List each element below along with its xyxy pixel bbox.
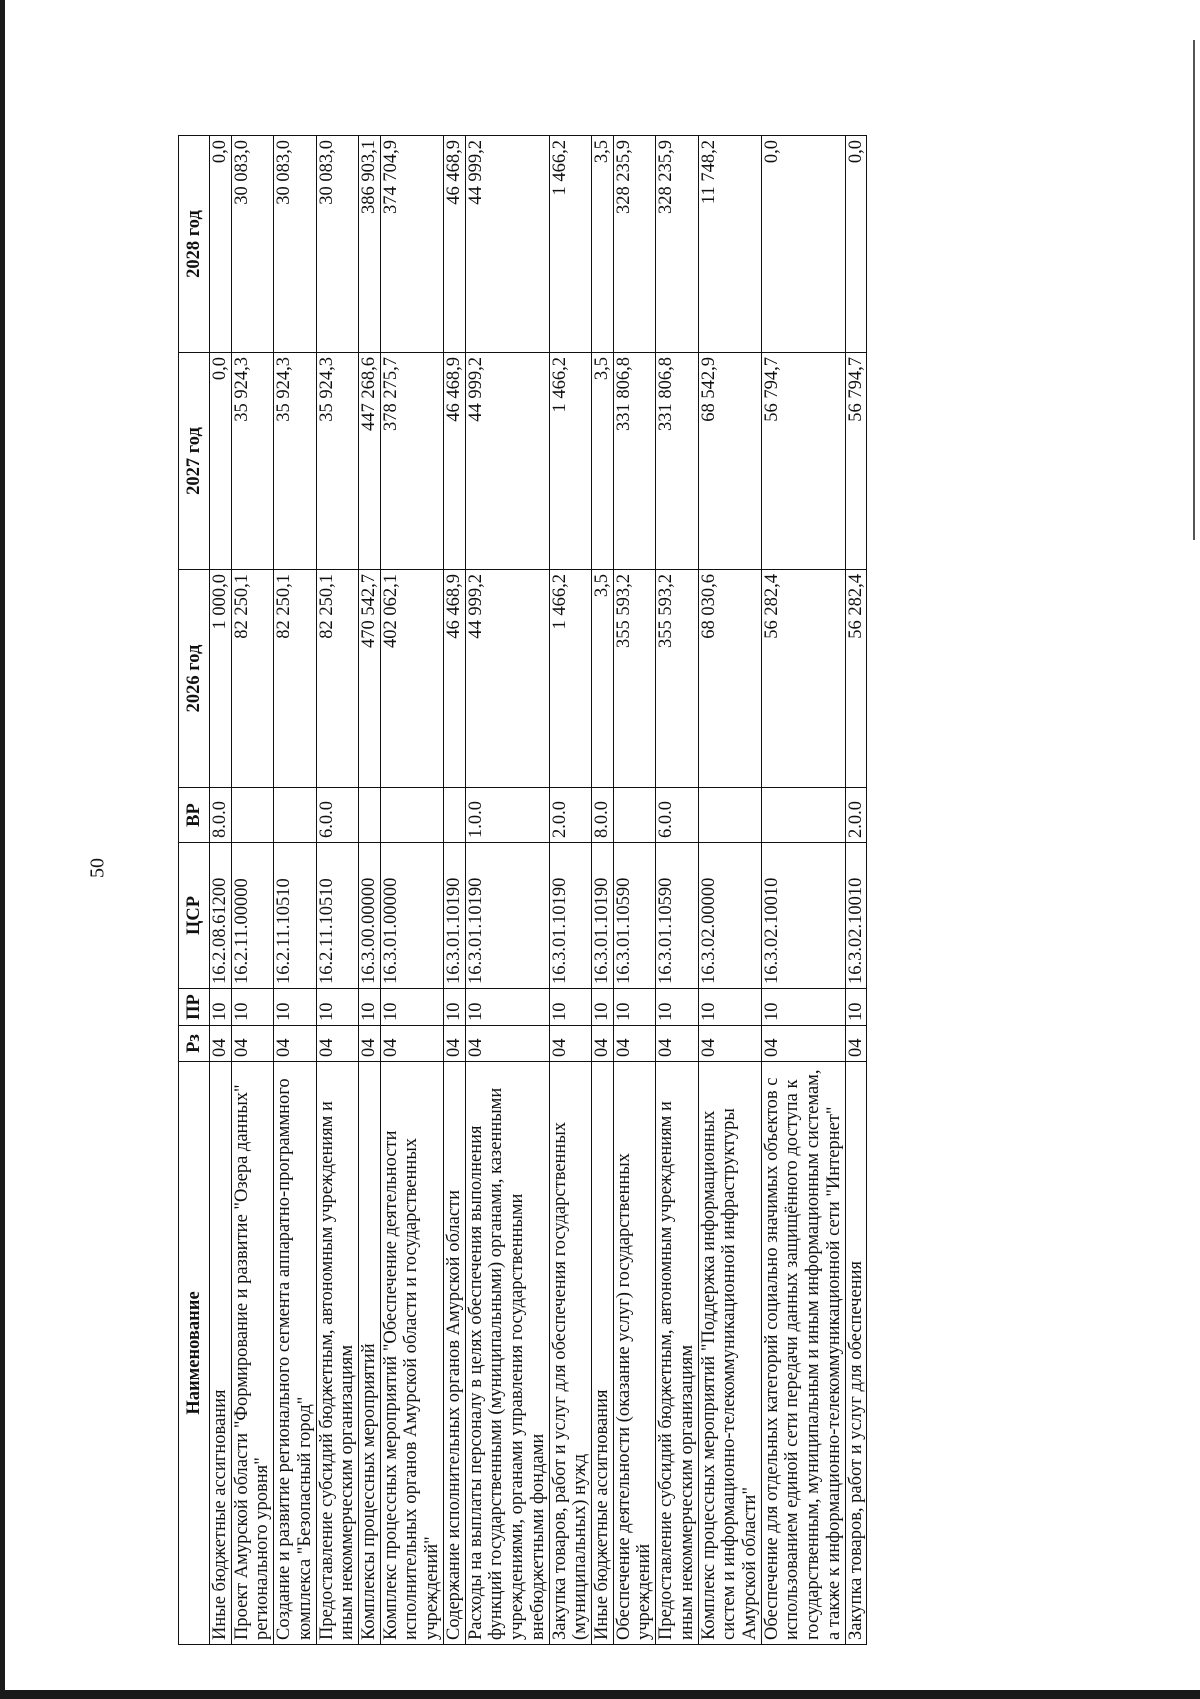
cell-2028: 30 083,0 <box>316 136 358 353</box>
cell-name: Предоставление субсидий бюджетным, автономным учреждениям и иным некоммерческим организациям <box>316 1062 358 1645</box>
cell-2027: 378 275,7 <box>380 353 443 570</box>
cell-rz: 04 <box>210 1026 232 1062</box>
cell-2027: 35 924,3 <box>274 353 316 570</box>
cell-2028: 0,0 <box>845 136 867 353</box>
cell-vr <box>231 788 273 843</box>
cell-pr: 10 <box>210 989 232 1026</box>
cell-name: Расходы на выплаты персоналу в целях обеспечения выполнения функций государственными (муниципальными) органами, казенными учреждениями, органами управления государственными внебюджетными фондами <box>465 1062 549 1645</box>
table-row <box>465 136 549 1645</box>
table-row <box>549 136 591 1645</box>
cell-vr <box>380 788 443 843</box>
scan-border-left <box>0 0 5 1699</box>
cell-2026: 402 062,1 <box>380 570 443 788</box>
cell-2028: 3,5 <box>591 136 613 353</box>
cell-2026: 56 282,4 <box>761 570 845 788</box>
cell-2027: 331 806,8 <box>656 353 698 570</box>
cell-pr: 10 <box>443 989 465 1026</box>
header-2028: 2028 год <box>179 136 210 353</box>
cell-vr: 8.0.0 <box>591 788 613 843</box>
header-pr: ПР <box>179 989 210 1026</box>
scan-border-right <box>1193 40 1195 540</box>
cell-2028: 44 999,2 <box>465 136 549 353</box>
table-row <box>591 136 613 1645</box>
cell-csr: 16.3.01.10190 <box>465 843 549 989</box>
cell-2026: 56 282,4 <box>845 570 867 788</box>
cell-2026: 1 466,2 <box>549 570 591 788</box>
cell-pr: 10 <box>380 989 443 1026</box>
cell-vr: 2.0.0 <box>549 788 591 843</box>
cell-rz: 04 <box>465 1026 549 1062</box>
cell-vr <box>613 788 655 843</box>
cell-2028: 30 083,0 <box>274 136 316 353</box>
cell-2027: 35 924,3 <box>316 353 358 570</box>
cell-2028: 328 235,9 <box>656 136 698 353</box>
cell-rz: 04 <box>316 1026 358 1062</box>
cell-csr: 16.3.01.10190 <box>591 843 613 989</box>
cell-vr <box>698 788 761 843</box>
cell-vr: 2.0.0 <box>845 788 867 843</box>
cell-2028: 328 235,9 <box>613 136 655 353</box>
header-vr: ВР <box>179 788 210 843</box>
cell-2028: 0,0 <box>761 136 845 353</box>
header-rz: Рз <box>179 1026 210 1062</box>
cell-name: Закупка товаров, работ и услуг для обеспечения государственных (муниципальных) нужд <box>549 1062 591 1645</box>
cell-2027: 56 794,7 <box>761 353 845 570</box>
cell-rz: 04 <box>274 1026 316 1062</box>
cell-rz: 04 <box>231 1026 273 1062</box>
cell-csr: 16.2.11.10510 <box>316 843 358 989</box>
cell-2026: 470 542,7 <box>359 570 381 788</box>
cell-pr: 10 <box>316 989 358 1026</box>
table-row <box>845 136 867 1645</box>
cell-name: Обеспечение деятельности (оказание услуг) государственных учреждений <box>613 1062 655 1645</box>
cell-2027: 46 468,9 <box>443 353 465 570</box>
table-row <box>443 136 465 1645</box>
cell-csr: 16.3.01.00000 <box>380 843 443 989</box>
cell-rz: 04 <box>443 1026 465 1062</box>
cell-name: Иные бюджетные ассигнования <box>210 1062 232 1645</box>
cell-pr: 10 <box>698 989 761 1026</box>
cell-2026: 3,5 <box>591 570 613 788</box>
cell-2028: 30 083,0 <box>231 136 273 353</box>
cell-name: Обеспечение для отдельных категорий социально значимых объектов с использованием единой сети передачи данных защищённого доступа к государственным, муниципальным и иным информационным системам, а также к информационно-телекоммуникационной сети "Интернет" <box>761 1062 845 1645</box>
table-body <box>210 136 867 1645</box>
page-number: 50 <box>86 858 109 878</box>
cell-vr: 8.0.0 <box>210 788 232 843</box>
cell-rz: 04 <box>380 1026 443 1062</box>
table-header-row <box>179 136 210 1645</box>
cell-2028: 1 466,2 <box>549 136 591 353</box>
cell-rz: 04 <box>359 1026 381 1062</box>
cell-csr: 16.3.01.10190 <box>443 843 465 989</box>
cell-vr <box>359 788 381 843</box>
budget-table <box>178 135 867 1645</box>
header-name: Наименование <box>179 1062 210 1645</box>
cell-name: Создание и развитие регионального сегмента аппаратно-программного комплекса "Безопасный город" <box>274 1062 316 1645</box>
cell-2028: 0,0 <box>210 136 232 353</box>
cell-2026: 355 593,2 <box>656 570 698 788</box>
cell-csr: 16.3.01.10190 <box>549 843 591 989</box>
header-csr: ЦСР <box>179 843 210 989</box>
table-row <box>380 136 443 1645</box>
cell-name: Содержание исполнительных органов Амурской области <box>443 1062 465 1645</box>
cell-2027: 56 794,7 <box>845 353 867 570</box>
table-row <box>613 136 655 1645</box>
cell-2026: 355 593,2 <box>613 570 655 788</box>
cell-pr: 10 <box>845 989 867 1026</box>
cell-name: Закупка товаров, работ и услуг для обеспечения <box>845 1062 867 1645</box>
cell-vr: 1.0.0 <box>465 788 549 843</box>
cell-rz: 04 <box>698 1026 761 1062</box>
cell-name: Проект Амурской области "Формирование и развитие "Озера данных" регионального уровня" <box>231 1062 273 1645</box>
cell-rz: 04 <box>656 1026 698 1062</box>
cell-2028: 386 903,1 <box>359 136 381 353</box>
cell-2027: 35 924,3 <box>231 353 273 570</box>
cell-2027: 68 542,9 <box>698 353 761 570</box>
cell-rz: 04 <box>761 1026 845 1062</box>
cell-name: Комплекс процессных мероприятий "Поддержка информационных систем и информационно-телекоммуникационной инфраструктуры Амурской области" <box>698 1062 761 1645</box>
table-row <box>761 136 845 1645</box>
table-row <box>274 136 316 1645</box>
cell-2026: 82 250,1 <box>231 570 273 788</box>
cell-csr: 16.3.02.10010 <box>845 843 867 989</box>
cell-pr: 10 <box>591 989 613 1026</box>
cell-rz: 04 <box>549 1026 591 1062</box>
cell-name: Комплексы процессных мероприятий <box>359 1062 381 1645</box>
cell-vr: 6.0.0 <box>656 788 698 843</box>
cell-csr: 16.3.02.10010 <box>761 843 845 989</box>
cell-pr: 10 <box>656 989 698 1026</box>
cell-2027: 1 466,2 <box>549 353 591 570</box>
table-row <box>698 136 761 1645</box>
cell-rz: 04 <box>613 1026 655 1062</box>
budget-table-container <box>178 136 1178 1645</box>
cell-vr <box>443 788 465 843</box>
table-row <box>316 136 358 1645</box>
cell-csr: 16.3.01.10590 <box>656 843 698 989</box>
cell-name: Иные бюджетные ассигнования <box>591 1062 613 1645</box>
cell-rz: 04 <box>845 1026 867 1062</box>
cell-pr: 10 <box>359 989 381 1026</box>
cell-pr: 10 <box>231 989 273 1026</box>
cell-csr: 16.2.08.61200 <box>210 843 232 989</box>
cell-2028: 374 704,9 <box>380 136 443 353</box>
cell-csr: 16.2.11.10510 <box>274 843 316 989</box>
cell-2026: 82 250,1 <box>316 570 358 788</box>
cell-pr: 10 <box>613 989 655 1026</box>
cell-2026: 1 000,0 <box>210 570 232 788</box>
cell-2026: 46 468,9 <box>443 570 465 788</box>
table-row <box>231 136 273 1645</box>
cell-2026: 44 999,2 <box>465 570 549 788</box>
cell-2027: 3,5 <box>591 353 613 570</box>
cell-rz: 04 <box>591 1026 613 1062</box>
cell-name: Комплекс процессных мероприятий "Обеспечение деятельности исполнительных органов Амурской области и государственных учреждений" <box>380 1062 443 1645</box>
cell-2028: 46 468,9 <box>443 136 465 353</box>
cell-pr: 10 <box>761 989 845 1026</box>
table-row <box>210 136 232 1645</box>
cell-2028: 11 748,2 <box>698 136 761 353</box>
cell-2027: 447 268,6 <box>359 353 381 570</box>
cell-csr: 16.2.11.00000 <box>231 843 273 989</box>
cell-vr <box>274 788 316 843</box>
cell-2027: 0,0 <box>210 353 232 570</box>
cell-pr: 10 <box>274 989 316 1026</box>
cell-2027: 331 806,8 <box>613 353 655 570</box>
cell-csr: 16.3.02.00000 <box>698 843 761 989</box>
cell-2026: 68 030,6 <box>698 570 761 788</box>
header-2026: 2026 год <box>179 570 210 788</box>
cell-vr <box>761 788 845 843</box>
cell-pr: 10 <box>549 989 591 1026</box>
scan-border-bottom <box>0 1690 1200 1699</box>
table-row <box>656 136 698 1645</box>
cell-2027: 44 999,2 <box>465 353 549 570</box>
cell-csr: 16.3.01.10590 <box>613 843 655 989</box>
cell-vr: 6.0.0 <box>316 788 358 843</box>
table-row <box>359 136 381 1645</box>
cell-2026: 82 250,1 <box>274 570 316 788</box>
cell-name: Предоставление субсидий бюджетным, автономным учреждениям и иным некоммерческим организациям <box>656 1062 698 1645</box>
header-2027: 2027 год <box>179 353 210 570</box>
cell-pr: 10 <box>465 989 549 1026</box>
cell-csr: 16.3.00.00000 <box>359 843 381 989</box>
